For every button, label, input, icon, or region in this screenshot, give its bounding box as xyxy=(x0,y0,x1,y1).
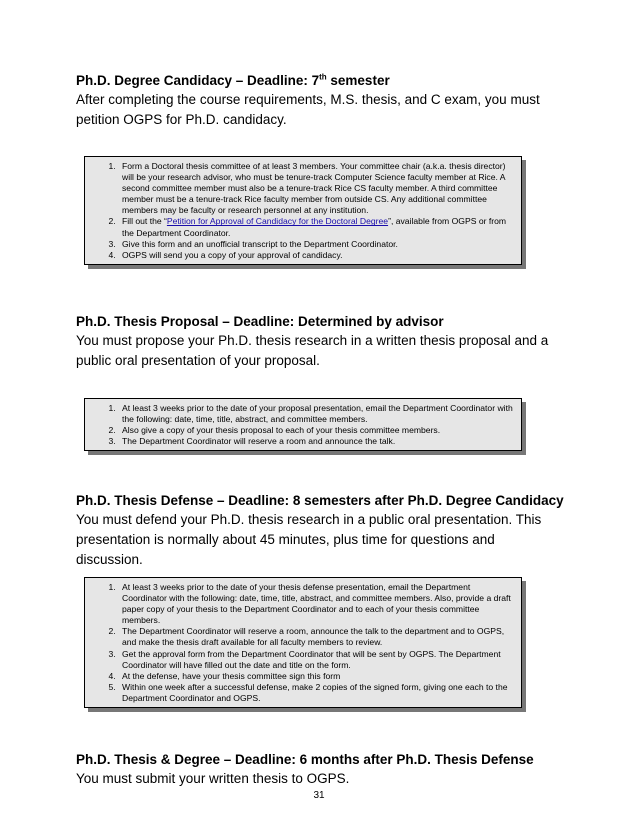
section-body-proposal: You must propose your Ph.D. thesis research in a written thesis proposal and a public oral presentation of your proposal. xyxy=(76,333,549,368)
list-item: 2. The Department Coordinator will reserve a room, announce the talk to the department and to OGPS, and make the thesis draft available for all faculty members to review. xyxy=(118,626,513,648)
defense-steps-box xyxy=(84,577,522,708)
list-item: 4. OGPS will send you a copy of your approval of candidacy. xyxy=(118,250,513,261)
section-body-defense: You must defend your Ph.D. thesis research in a public oral presentation. This presentation is normally about 45 minutes, plus time for questions and discussion. xyxy=(76,512,542,567)
section-heading-defense: Ph.D. Thesis Defense – Deadline: 8 semesters after Ph.D. Degree Candidacy xyxy=(76,493,564,508)
proposal-steps-box xyxy=(84,398,522,451)
list-item: 1. At least 3 weeks prior to the date of your proposal presentation, email the Department Coordinator with the following: date, time, title, abstract, and committee members. xyxy=(118,403,513,425)
section-heading-proposal: Ph.D. Thesis Proposal – Deadline: Determined by advisor xyxy=(76,314,444,329)
page-number: 31 xyxy=(313,790,325,801)
section-heading-candidacy: Ph.D. Degree Candidacy – Deadline: 7th semester xyxy=(76,72,390,88)
list-item: 2. Also give a copy of your thesis proposal to each of your thesis committee members. xyxy=(118,425,513,436)
candidacy-steps-box xyxy=(84,156,522,265)
petition-form-link[interactable]: Petition for Approval of Candidacy for the Doctoral Degree xyxy=(166,216,389,227)
list-item: 1. Form a Doctoral thesis committee of at least 3 members. Your committee chair (a.k.a. thesis director) will be your research advisor, who must be tenure-track Computer Science faculty member at Rice. A second committee member must also be a tenure-track Rice CS faculty member. A third committee member must be a tenure-track Rice faculty member from outside CS. Any additional committee members may be faculty or research personnel at any institution. xyxy=(118,161,513,216)
list-item: 4. At the defense, have your thesis committee sign this form xyxy=(118,671,513,682)
list-item: 2. Fill out the “Petition for Approval of Candidacy for the Doctoral Degree”, available from OGPS or from the Department Coordinator. xyxy=(118,216,513,238)
list-item: 3. The Department Coordinator will reserve a room and announce the talk. xyxy=(118,436,513,447)
list-item: 5. Within one week after a successful defense, make 2 copies of the signed form, giving one each to the Department Coordinator and OGPS. xyxy=(118,682,513,704)
list-item: 1. At least 3 weeks prior to the date of your thesis defense presentation, email the Department Coordinator with the following: date, time, title, abstract, and committee members. Also, provide a draft paper copy of your thesis to the Department Coordinator and to each of your thesis committee members. xyxy=(118,582,513,626)
section-heading-degree: Ph.D. Thesis & Degree – Deadline: 6 months after Ph.D. Thesis Defense xyxy=(76,752,534,767)
defense-steps-list xyxy=(93,582,513,704)
list-item: 3. Get the approval form from the Department Coordinator that will be sent by OGPS. The Department Coordinator will have filled out the date and title on the form. xyxy=(118,649,513,671)
proposal-steps-list xyxy=(93,403,513,447)
section-body-candidacy: After completing the course requirements, M.S. thesis, and C exam, you must petition OGPS for Ph.D. candidacy. xyxy=(76,92,540,127)
candidacy-steps-list xyxy=(93,161,513,261)
section-body-degree: You must submit your written thesis to OGPS. xyxy=(76,771,350,786)
list-item: 3. Give this form and an unofficial transcript to the Department Coordinator. xyxy=(118,239,513,250)
